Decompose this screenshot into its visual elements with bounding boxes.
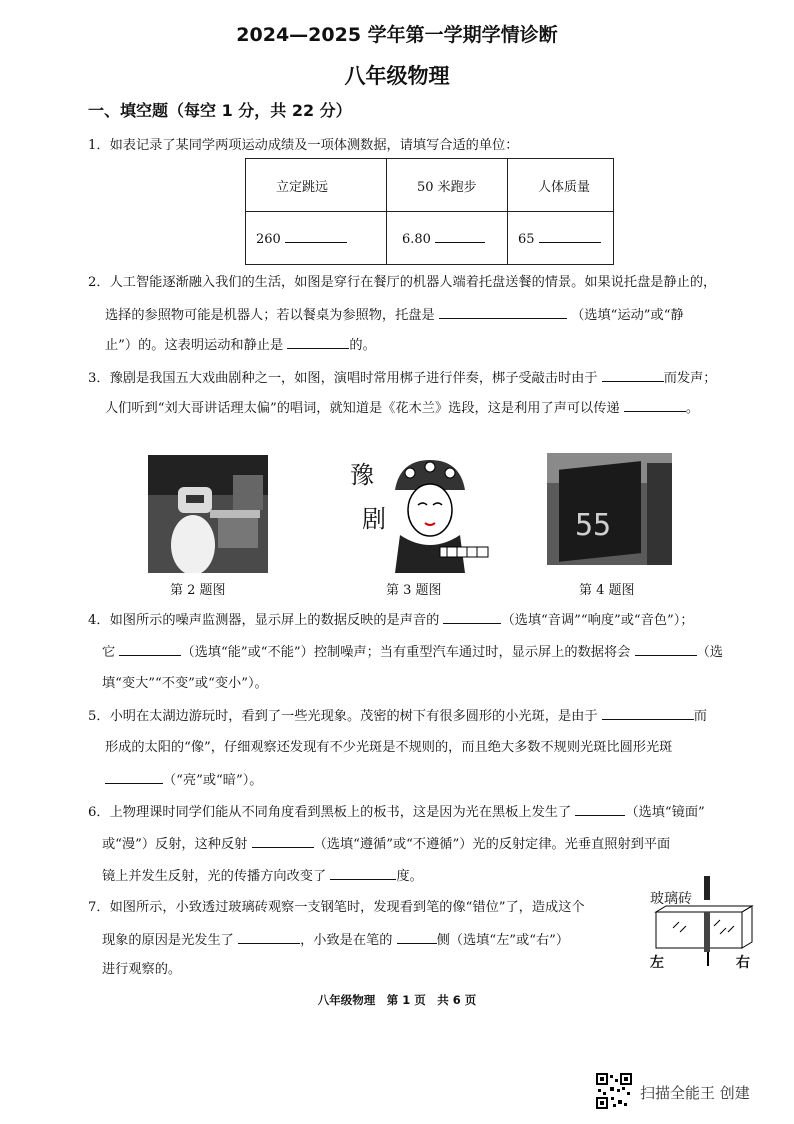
answer-blank[interactable]	[105, 770, 163, 784]
answer-blank[interactable]	[397, 930, 437, 944]
display-reading: 55	[575, 508, 612, 543]
question-7-text: ，小致是在笔的	[300, 933, 393, 948]
noise-monitor-image	[547, 453, 672, 565]
glass-brick-figure	[648, 876, 758, 971]
scanner-watermark: 扫描全能王 创建	[640, 1084, 750, 1102]
answer-blank[interactable]	[624, 398, 686, 412]
answer-blank[interactable]	[443, 610, 501, 624]
answer-blank[interactable]	[539, 229, 601, 243]
question-6-text: 镜上并发生反射，光的传播方向改变了	[102, 869, 327, 884]
question-4-text: （选填“能”或“不能”）控制噪声；当有重型汽车通过时，显示屏上的数据将会	[181, 645, 631, 660]
question-5-text: 而	[693, 709, 707, 724]
question-4-text: （选填“音调”“响度”或“音色”）；	[501, 613, 694, 628]
question-3-text: 3．豫剧是我国五大戏曲剧种之一，如图，演唱时常用梆子进行伴奏，梆子受敲击时由于	[88, 371, 598, 386]
question-5-line-3	[105, 770, 263, 791]
right-label: 右	[736, 955, 750, 971]
question-6-text: （选填“遵循”或“不遵循”）光的反射定律。光垂直照射到平面	[313, 837, 671, 852]
question-6-text: 度。	[396, 869, 423, 884]
left-label: 左	[650, 955, 664, 971]
question-2-text: 止”）的。这表明运动和静止是	[105, 338, 284, 353]
table-cell-jump	[246, 212, 387, 265]
question-3-line-2	[105, 398, 699, 419]
answer-blank[interactable]	[602, 368, 664, 382]
figure-caption-2: 第 2 题图	[170, 583, 226, 598]
question-4-line-3: 填“变大”“不变”或“变小”）。	[102, 676, 268, 691]
question-2-line-1: 2．人工智能逐渐融入我们的生活，如图是穿行在餐厅的机器人端着托盘送餐的情景。如果说托盘是静止的，	[88, 275, 717, 290]
qr-code-image	[596, 1073, 632, 1109]
table-header-mass: 人体质量	[508, 159, 614, 212]
question-3-text: 。	[685, 401, 699, 416]
question-2-text: 的。	[349, 338, 376, 353]
question-2-line-3	[105, 335, 376, 356]
question-5-line-1	[88, 706, 707, 727]
exam-title: 2024—2025 学年第一学期学情诊断	[236, 24, 558, 46]
table-header-jump: 立定跳远	[246, 159, 387, 212]
section-heading: 一、填空题（每空 1 分，共 22 分）	[88, 101, 352, 120]
answer-blank[interactable]	[238, 930, 300, 944]
question-3-text: 人们听到“刘大哥讲话理太偏”的唱词，就知道是《花木兰》选段，这是利用了声可以传递	[105, 401, 620, 416]
question-4-text: 它	[102, 645, 116, 660]
answer-blank[interactable]	[287, 335, 349, 349]
opera-face-icon	[385, 455, 490, 573]
question-4-text: 4．如图所示的噪声监测器，显示屏上的数据反映的是声音的	[88, 613, 440, 628]
question-6-text: （选填“镜面”	[625, 805, 705, 820]
calligraphy-yu: 豫	[350, 461, 374, 489]
table-cell-mass	[508, 212, 614, 265]
answer-blank[interactable]	[330, 866, 396, 880]
record-table	[245, 158, 614, 265]
answer-blank[interactable]	[285, 229, 347, 243]
answer-blank[interactable]	[602, 706, 694, 720]
answer-blank[interactable]	[439, 305, 567, 319]
table-header-run: 50 米跑步	[387, 159, 508, 212]
figure-caption-3: 第 3 题图	[386, 583, 442, 598]
question-4-line-2	[102, 642, 723, 663]
qr-code-icon	[596, 1073, 632, 1109]
answer-blank[interactable]	[575, 802, 625, 816]
answer-blank[interactable]	[252, 834, 314, 848]
table-cell-run	[387, 212, 508, 265]
calligraphy-ju: 剧	[362, 505, 386, 533]
question-2-text: 选择的参照物可能是机器人；若以餐桌为参照物，托盘是	[105, 308, 435, 323]
question-4-line-1	[88, 610, 694, 631]
question-6-text: 6．上物理课时同学们能从不同角度看到黑板上的板书，这是因为光在黑板上发生了	[88, 805, 572, 820]
table-value-jump: 260	[256, 232, 281, 247]
question-3-line-1	[88, 368, 716, 389]
figure-caption-4: 第 4 题图	[579, 583, 635, 598]
question-5-text: 5．小明在太湖边游玩时，看到了一些光现象。茂密的树下有很多圆形的小光斑，是由于	[88, 709, 598, 724]
question-2-line-2	[105, 305, 684, 326]
question-5-line-2: 形成的太阳的“像”，仔细观察还发现有不少光斑是不规则的，而且绝大多数不规则光斑比圆形光斑	[105, 740, 673, 755]
question-7-line-2	[102, 930, 569, 951]
robot-image	[148, 455, 268, 573]
glass-brick-label: 玻璃砖	[650, 891, 692, 907]
question-4-text: （选	[696, 645, 723, 660]
question-1-text: 1．如表记录了某同学两项运动成绩及一项体测数据，请填写合适的单位：	[88, 138, 519, 153]
question-6-line-2	[102, 834, 670, 855]
question-5-text: （“亮”或“暗”）。	[163, 773, 263, 788]
answer-blank[interactable]	[119, 642, 181, 656]
answer-blank[interactable]	[635, 642, 697, 656]
question-7-line-3: 进行观察的。	[102, 962, 182, 977]
yuju-opera-illustration	[340, 455, 490, 573]
answer-blank[interactable]	[435, 229, 485, 243]
question-6-text: 或“漫”）反射，这种反射	[102, 837, 248, 852]
question-7-text: 现象的原因是光发生了	[102, 933, 234, 948]
restaurant-robot-photo	[148, 455, 268, 573]
question-3-text: 而发声；	[663, 371, 717, 386]
question-6-line-3	[102, 866, 423, 887]
question-7-text: 侧（选填“左”或“右”）	[436, 933, 570, 948]
table-value-run: 6.80	[402, 232, 431, 247]
question-7-line-1: 7．如图所示，小致透过玻璃砖观察一支钢笔时，发现看到笔的像“错位”了，造成这个	[88, 900, 585, 915]
page-footer: 八年级物理 第 1 页 共 6 页	[317, 993, 477, 1007]
exam-subject: 八年级物理	[344, 64, 450, 88]
noise-monitor-photo	[547, 453, 672, 565]
question-6-line-1	[88, 802, 705, 823]
table-value-mass: 65	[518, 232, 535, 247]
question-2-text: （选填“运动”或“静	[571, 308, 684, 323]
